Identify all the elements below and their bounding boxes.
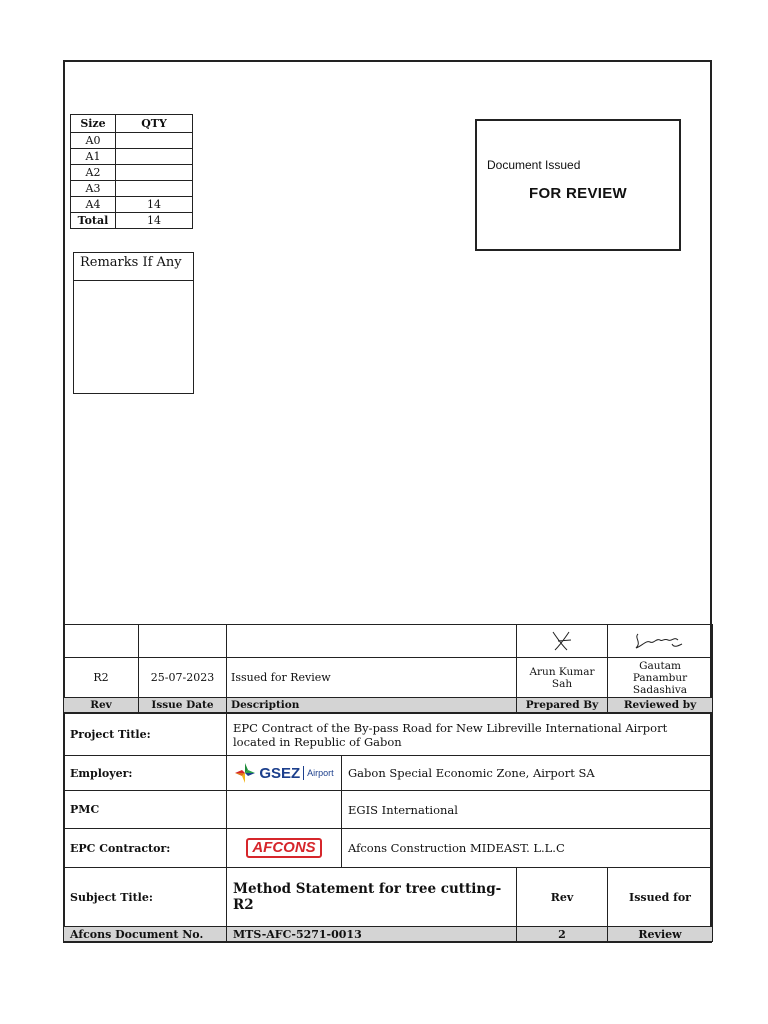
prepared-by-header: Prepared By [517, 698, 608, 713]
document-number-row [64, 927, 713, 942]
gsez-logo-text: GSEZ [259, 764, 301, 782]
description-value: Issued for Review [227, 658, 517, 698]
empty-cell [227, 791, 342, 829]
project-title-value: EPC Contract of the By-pass Road for New Libreville International Airport located in Republic of Gabon [227, 714, 713, 756]
table-row [71, 133, 193, 149]
afcons-logo: AFCONS [246, 838, 321, 858]
contractor-row [64, 829, 713, 868]
prepared-by-signature [547, 628, 577, 654]
gsez-logo-icon [234, 762, 256, 784]
reviewed-by-signature [632, 628, 688, 654]
revision-table [63, 624, 713, 713]
project-info-table [63, 713, 713, 942]
size-cell: A2 [71, 165, 116, 181]
qty-header: QTY [116, 115, 193, 133]
qty-cell [116, 149, 193, 165]
table-row [71, 181, 193, 197]
subject-label: Subject Title: [64, 868, 227, 927]
issue-date-header: Issue Date [139, 698, 227, 713]
sheet-size-table [70, 114, 193, 229]
prepared-by-signature-cell [517, 625, 608, 658]
afcons-logo-cell [227, 829, 342, 868]
size-cell: A1 [71, 149, 116, 165]
stamp-issued-label: Document Issued [487, 158, 581, 172]
qty-cell [116, 181, 193, 197]
qty-cell [116, 165, 193, 181]
pmc-row [64, 791, 713, 829]
subject-row [64, 868, 713, 927]
rev-value: R2 [64, 658, 139, 698]
table-row [71, 197, 193, 213]
rev-label: Rev [517, 868, 608, 927]
total-label: Total [71, 213, 116, 229]
pmc-value: EGIS International [342, 791, 713, 829]
project-title-row [64, 714, 713, 756]
employer-label: Employer: [64, 756, 227, 791]
reviewed-by-value: Gautam Panambur Sadashiva [608, 658, 713, 698]
stamp-status: FOR REVIEW [528, 185, 627, 202]
description-header: Description [227, 698, 517, 713]
size-header: Size [71, 115, 116, 133]
contractor-value: Afcons Construction MIDEAST. L.L.C [342, 829, 713, 868]
doc-issued-for-value: Review [608, 927, 713, 942]
reviewed-by-header: Reviewed by [608, 698, 713, 713]
empty-cell [227, 625, 517, 658]
contractor-label: EPC Contractor: [64, 829, 227, 868]
revision-data-row [64, 658, 713, 698]
logo-divider [303, 766, 304, 780]
prepared-by-value: Arun Kumar Sah [517, 658, 608, 698]
total-row [71, 213, 193, 229]
empty-cell [139, 625, 227, 658]
rev-header: Rev [64, 698, 139, 713]
empty-cell [64, 625, 139, 658]
remarks-label: Remarks If Any [74, 253, 193, 281]
project-title-label: Project Title: [64, 714, 227, 756]
table-row [71, 165, 193, 181]
issue-date-value: 25-07-2023 [139, 658, 227, 698]
signature-row [64, 625, 713, 658]
issued-for-label: Issued for [608, 868, 713, 927]
remarks-box [73, 252, 194, 394]
gsez-logo-sub: Airport [307, 768, 334, 778]
employer-row [64, 756, 713, 791]
size-cell: A0 [71, 133, 116, 149]
pmc-label: PMC [64, 791, 227, 829]
size-cell: A3 [71, 181, 116, 197]
qty-cell [116, 133, 193, 149]
table-row [71, 149, 193, 165]
size-cell: A4 [71, 197, 116, 213]
reviewed-by-signature-cell [608, 625, 713, 658]
review-stamp [475, 119, 681, 251]
doc-rev-value: 2 [517, 927, 608, 942]
revision-header-row [64, 698, 713, 713]
doc-no-label: Afcons Document No. [64, 927, 227, 942]
total-value: 14 [116, 213, 193, 229]
employer-value: Gabon Special Economic Zone, Airport SA [342, 756, 713, 791]
subject-value: Method Statement for tree cutting-R2 [227, 868, 517, 927]
qty-cell: 14 [116, 197, 193, 213]
doc-no-value: MTS-AFC-5271-0013 [227, 927, 517, 942]
gsez-logo [233, 762, 335, 784]
employer-logo-cell [227, 756, 342, 791]
